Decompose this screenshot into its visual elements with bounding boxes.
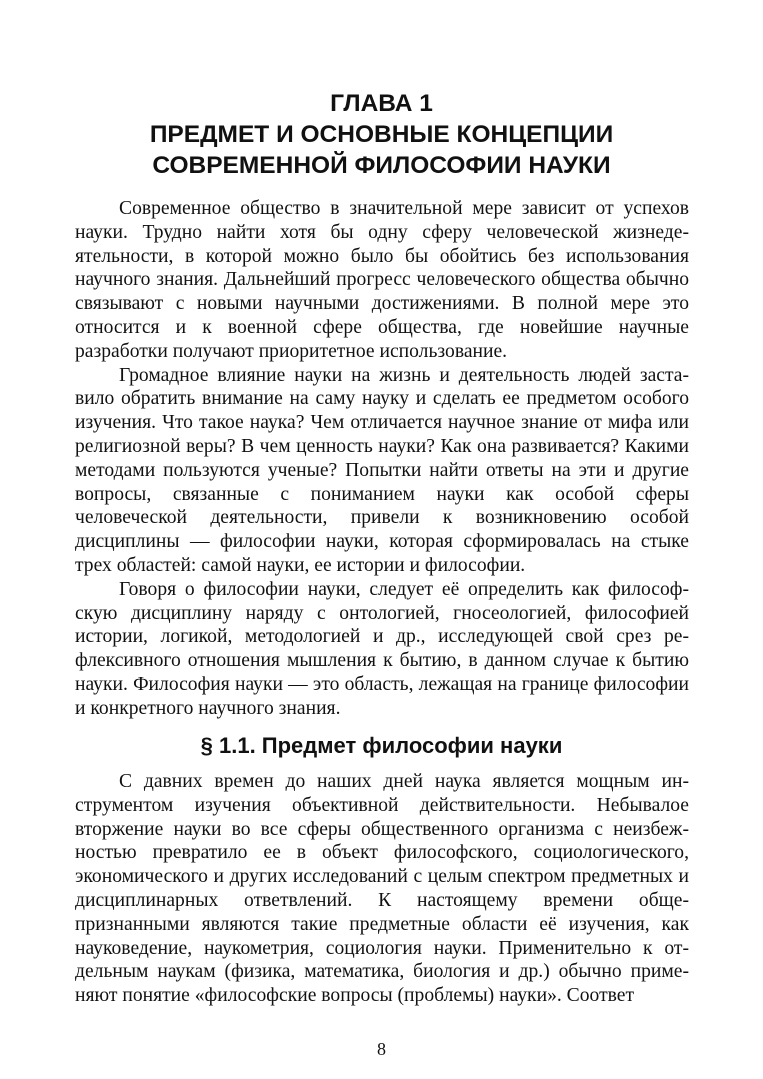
page-number: 8 [377, 1039, 386, 1059]
intro-paragraph-1: Современное общество в значительной мере зависит от успехов науки. Трудно найти хотя бы одну сферу человеческой жизнедеятельности, в которой можно было бы обойтись без использования научного знания. Дальнейший прогресс человеческого общества обычно связывают с новыми научными достижениями. В полной мере это относится и к военной сфере общества, где новейшие научные разработки получают приоритетное использование. [75, 198, 689, 362]
section-text [75, 770, 689, 1008]
chapter-title [60, 88, 703, 181]
section-paragraph-1: С давних времен до наших дней наука является мощным инструментом изучения объективной действительности. Небывалое вторжение науки во все сферы общественного организма с неизбежностью превратило ее в объект философского, социологического, экономического и других исследований с целым спектром предметных и дисциплинарных ответвлений. К настоящему времени общепризнанными являются такие предметные области её изучения, как науковедение, наукометрия, социология науки. Применительно к отдельным наукам (физика, математика, биология и др.) обычно применяют понятие «философские вопросы (проблемы) науки». Соответ [75, 771, 689, 1007]
chapter-title-line-1: ПРЕДМЕТ И ОСНОВНЫЕ КОНЦЕПЦИИ [149, 121, 614, 148]
chapter-title-line-2: СОВРЕМЕННОЙ ФИЛОСОФИИ НАУКИ [152, 152, 611, 179]
intro-paragraph-3: Говоря о философии науки, следует её определить как философскую дисциплину наряду с онтологией, гносеологией, философией истории, логикой, методологией и др., исследующей свой срез рефлексивного отношения мышления к бытию, в данном случае к бытию науки. Философия науки — это область, лежащая на границе философии и конкретного научного знания. [75, 578, 689, 719]
intro-paragraph-2: Громадное влияние науки на жизнь и деятельность людей заставило обратить внимание на саму науку и сделать ее предметом особого изучения. Что такое наука? Чем отличается научное знание от мифа или религиозной веры? В чем ценность науки? Как она развивается? Какими методами пользуются ученые? Попытки найти ответы на эти и другие вопросы, связанные с пониманием науки как особой сферы человеческой деятельности, привели к возникновению особой дисциплины — философии науки, которая сформировалась на стыке трех областей: самой науки, ее истории и философии. [75, 364, 689, 576]
section-heading: § 1.1. Предмет философии науки [200, 733, 563, 758]
intro-text [75, 197, 689, 721]
chapter-label: ГЛАВА 1 [330, 90, 433, 117]
